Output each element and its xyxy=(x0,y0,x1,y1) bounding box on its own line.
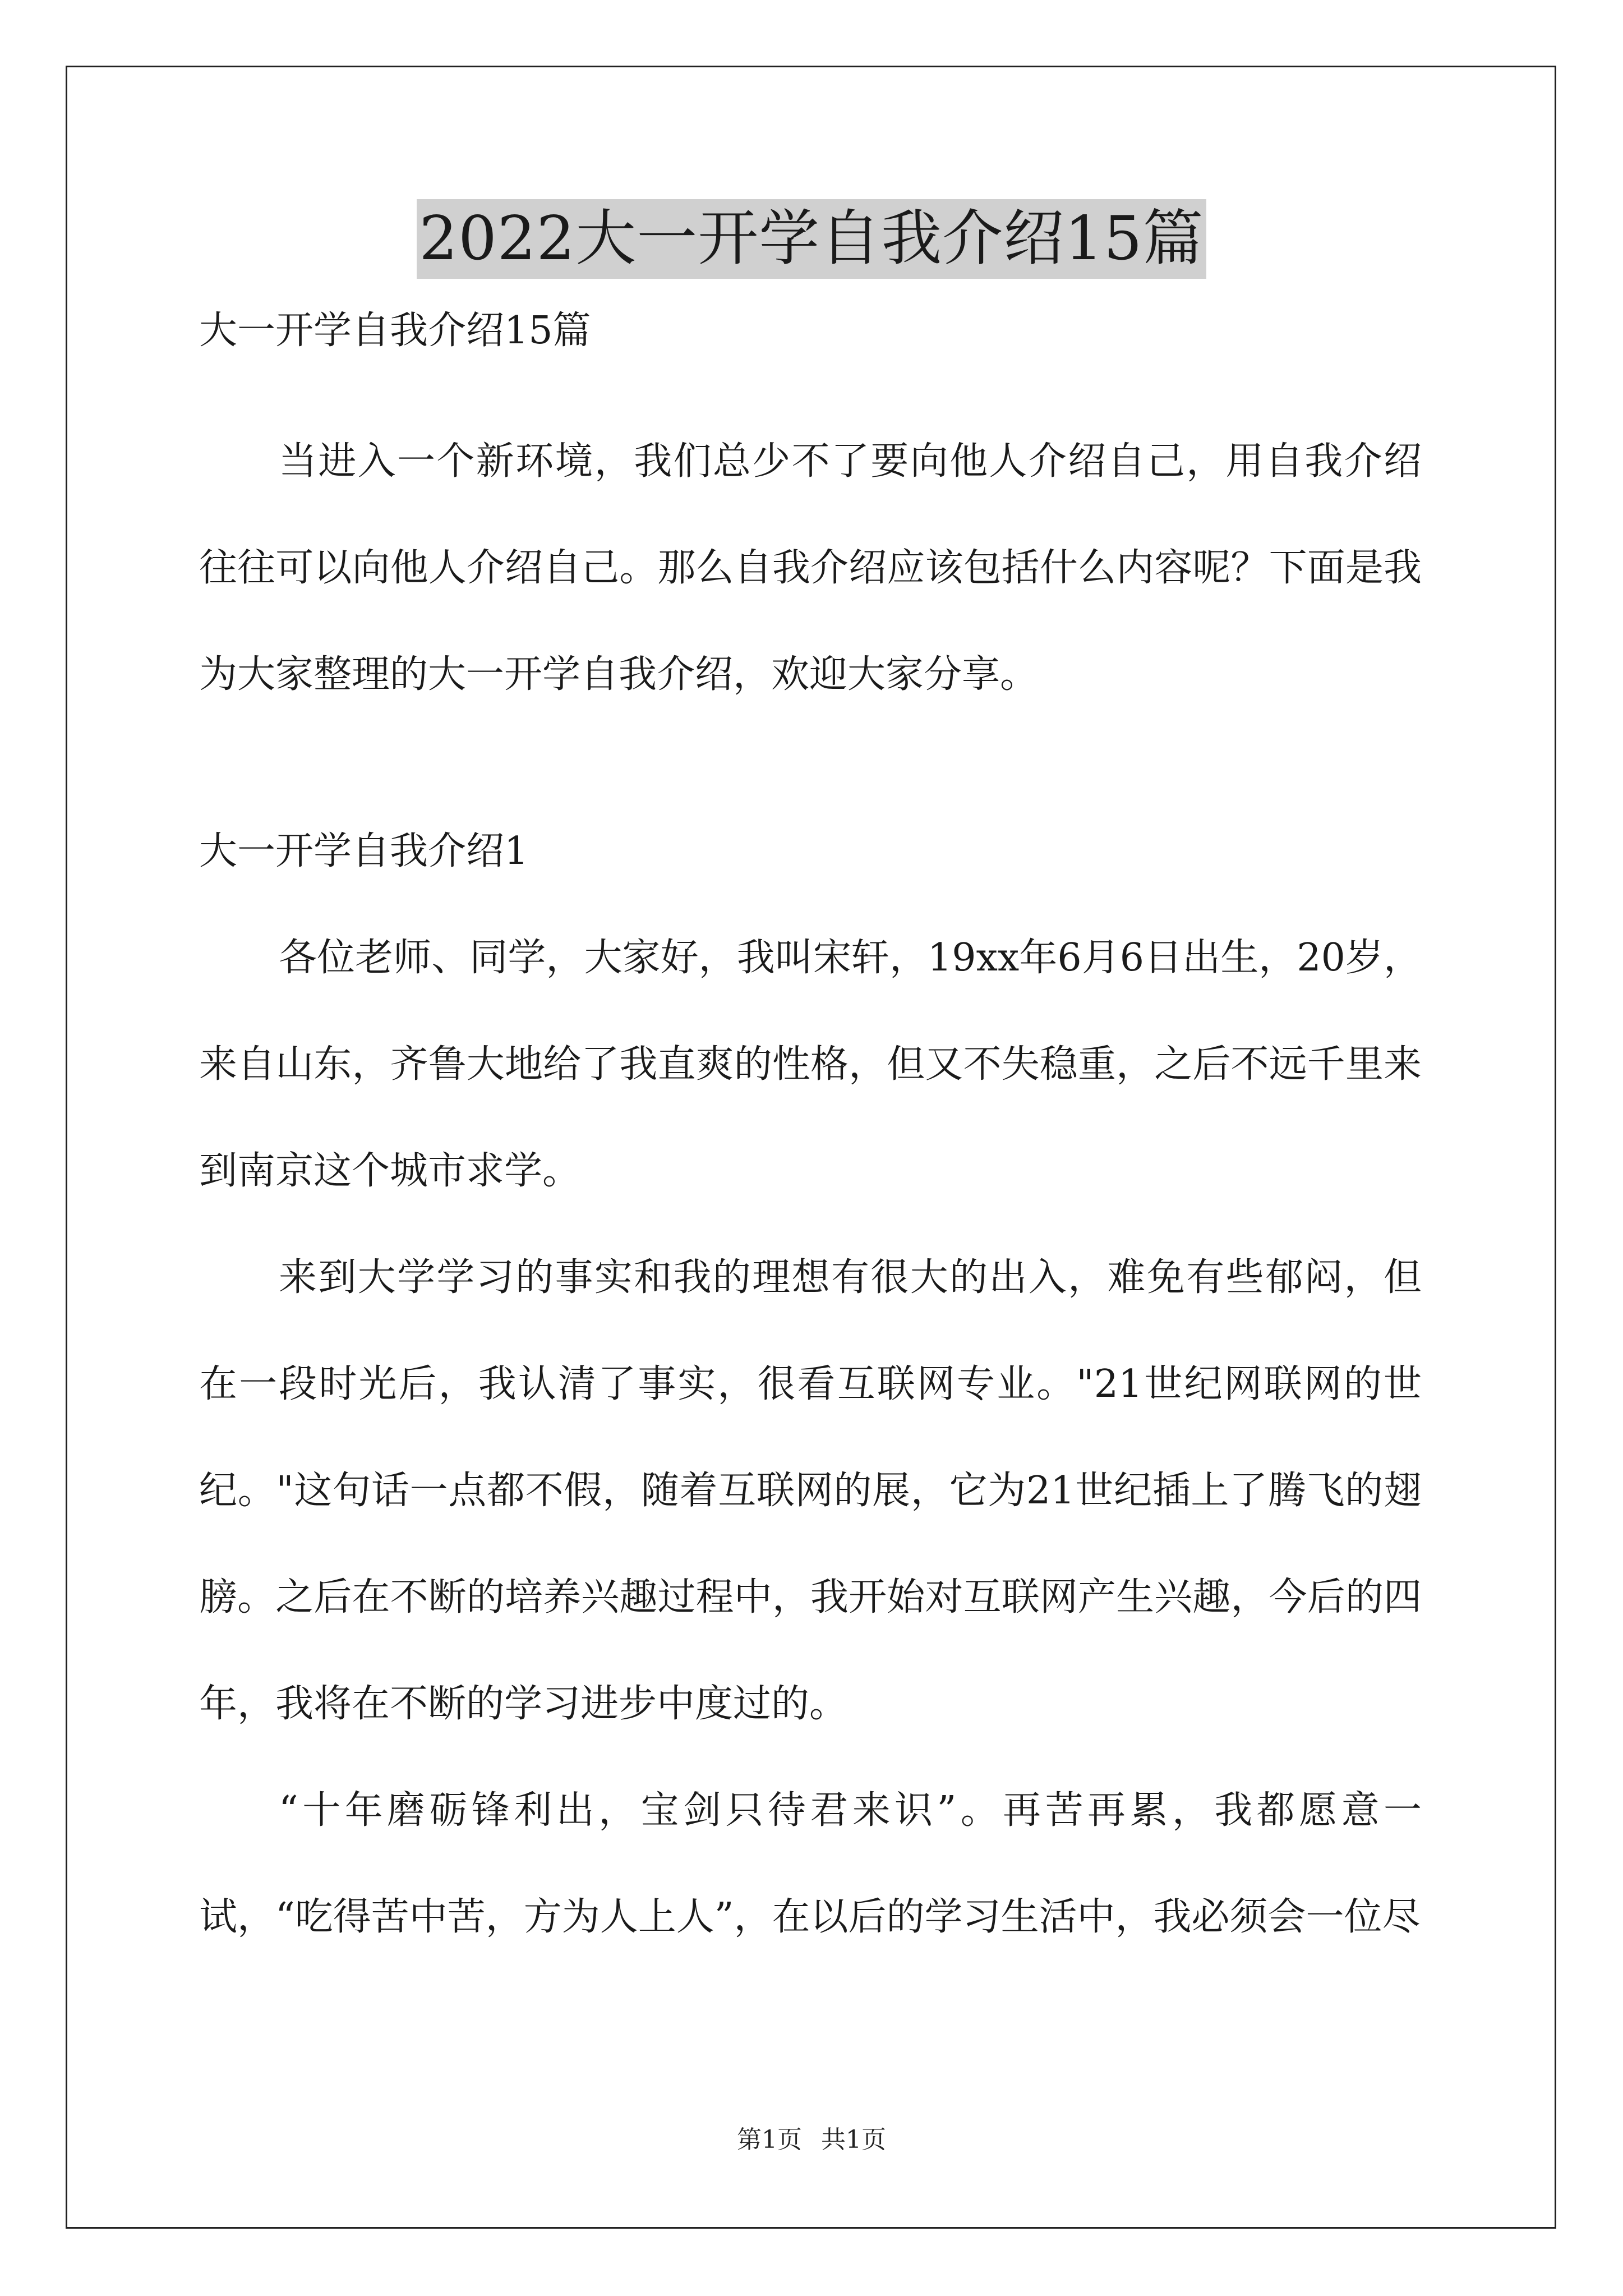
page-number: 第1页 xyxy=(737,2125,802,2154)
page-footer xyxy=(0,2123,1623,2157)
document-title: 2022大一开学自我介绍15篇 xyxy=(417,199,1206,279)
body-paragraph: 来到大学学习的事实和我的理想有很大的出入，难免有些郁闷，但在一段时光后，我认清了事实，很看互联网专业。"21世纪网联网的世纪。"这句话一点都不假，随着互联网的展，它为21世纪插上了腾飞的翅膀。之后在不断的培养兴趣过程中，我开始对互联网产生兴趣，今后的四年，我将在不断的学习进步中度过的。 xyxy=(199,1255,1422,1726)
document-subtitle: 大一开学自我介绍15篇 xyxy=(199,309,591,353)
body-paragraph: “十年磨砺锋利出，宝剑只待君来识”。再苦再累，我都愿意一试，“吃得苦中苦，方为人上人”，在以后的学习生活中，我必须会一位尽 xyxy=(199,1788,1422,1939)
page-total: 共1页 xyxy=(821,2125,886,2154)
body-paragraph: 各位老师、同学，大家好，我叫宋轩，19xx年6月6日出生，20岁，来自山东，齐鲁大地给了我直爽的性格，但又不失稳重，之后不远千里来到南京这个城市求学。 xyxy=(199,936,1422,1193)
title-container xyxy=(0,199,1623,279)
document-body xyxy=(199,303,1422,1971)
section-heading: 大一开学自我介绍1 xyxy=(199,829,529,873)
intro-paragraph: 当进入一个新环境，我们总少不了要向他人介绍自己，用自我介绍往往可以向他人介绍自己。那么自我介绍应该包括什么内容呢？下面是我为大家整理的大一开学自我介绍，欢迎大家分享。 xyxy=(199,439,1422,697)
